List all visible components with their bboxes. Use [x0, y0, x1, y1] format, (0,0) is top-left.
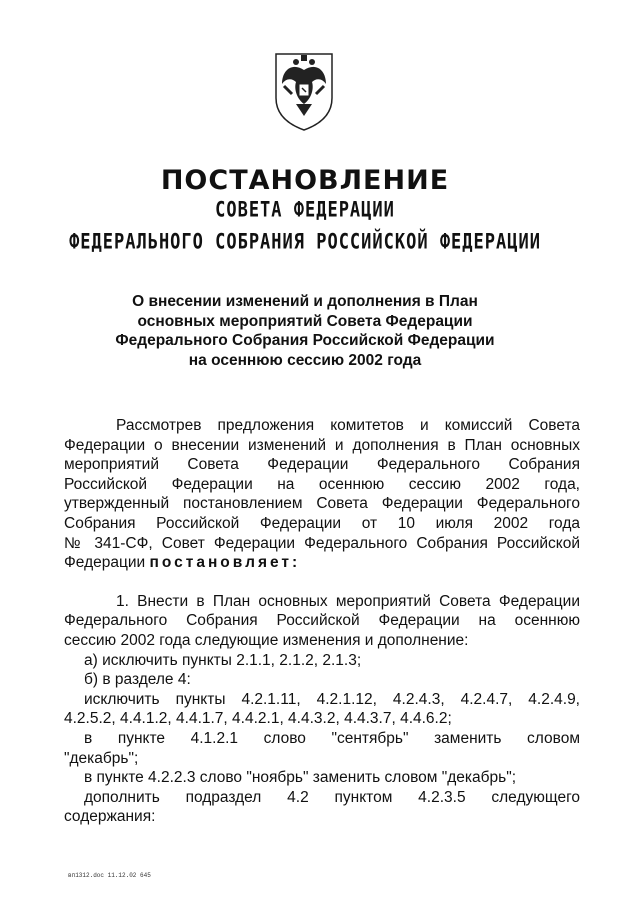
preamble-line: Российской Федерации на осеннюю сессию 2002 года, [64, 475, 580, 493]
subitem-a: а) исключить пункты 2.1.1, 2.1.2, 2.1.3; [84, 651, 362, 669]
subitem-line: "декабрь"; [64, 749, 139, 767]
issuer-line-2: ФЕДЕРАЛЬНОГО СОБРАНИЯ РОССИЙСКОЙ ФЕДЕРАЦИИ [69, 229, 541, 255]
preamble-line: № 341-СФ, Совет Федерации Федерального Собрания Российской [64, 534, 580, 552]
item-line: Федерального Собрания Российской Федерации на осеннюю [64, 612, 580, 630]
subitem-b: б) в разделе 4: [84, 671, 191, 689]
file-footer: вп1312.doc 11.12.02 645 [68, 872, 151, 879]
heading-line: на осеннюю сессию 2002 года [188, 351, 422, 369]
subitem-line: 4.2.5.2, 4.4.1.2, 4.4.1.7, 4.4.2.1, 4.4.3.2, 4.4.3.7, 4.4.6.2; [64, 710, 452, 728]
heading-line: Федерального Собрания Российской Федерации [115, 332, 495, 349]
preamble-line: утвержденный постановлением Совета Федерации Федерального [64, 495, 580, 513]
subitem-line: в пункте 4.2.2.3 слово "ноябрь" заменить словом "декабрь"; [84, 769, 517, 787]
heading-line: О внесении изменений и дополнения в План [132, 293, 478, 310]
subitem-line: в пункте 4.1.2.1 слово "сентябрь" заменить словом [84, 729, 580, 747]
item-line: сессию 2002 года следующие изменения и дополнение: [64, 631, 469, 649]
subitem-line: содержания: [64, 808, 156, 826]
document-heading [100, 292, 510, 370]
item-line: 1. Внести в План основных мероприятий Совета Федерации [116, 592, 580, 610]
preamble-text: Федерации [64, 554, 146, 572]
heading-line: основных мероприятий Совета Федерации [137, 312, 473, 330]
preamble-line: Рассмотрев предложения комитетов и комиссий Совета [116, 417, 580, 434]
coat-of-arms-icon [272, 48, 336, 132]
document-body [64, 416, 580, 827]
subitem-line: исключить пункты 4.2.1.11, 4.2.1.12, 4.2.4.3, 4.2.4.7, 4.2.4.9, [84, 690, 580, 708]
document-title: ПОСТАНОВЛЕНИЕ [160, 165, 450, 196]
issuer-line-1: СОВЕТА ФЕДЕРАЦИИ [215, 197, 395, 223]
resolution-keyword: постановляет: [149, 554, 301, 572]
preamble-line: Собрания Российской Федерации от 10 июля 2002 года [64, 514, 580, 532]
preamble-line: Федерации о внесении изменений и дополнения в План основных [64, 436, 580, 454]
subitem-line: дополнить подраздел 4.2 пунктом 4.2.3.5 следующего [84, 788, 580, 806]
preamble-last-line [64, 553, 580, 573]
preamble-line: мероприятий Совета Федерации Федерального Собрания [64, 456, 580, 474]
